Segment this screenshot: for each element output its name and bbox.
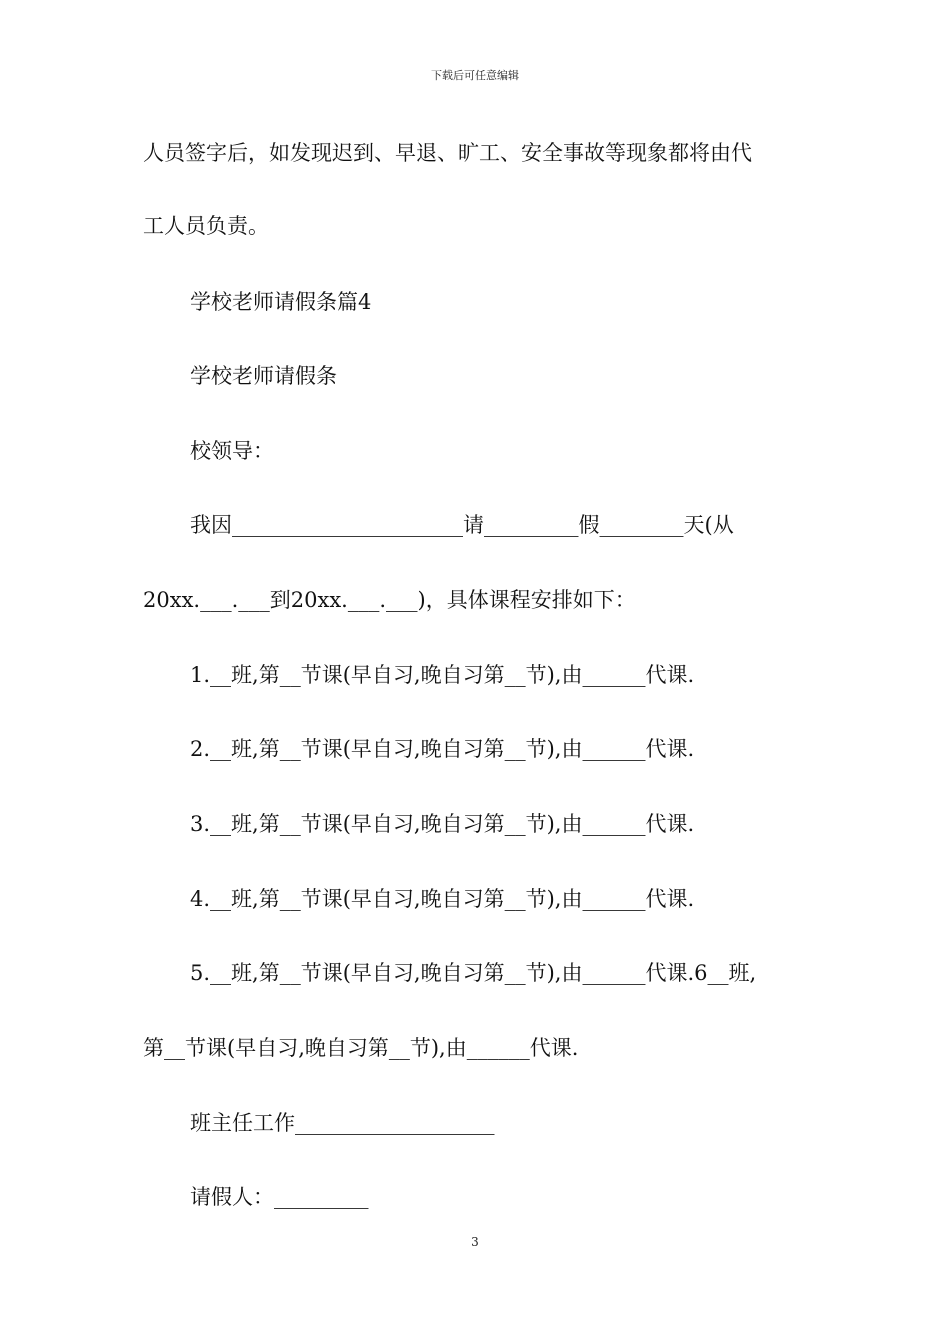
course-item-2: 2.__班,第__节课(早自习,晚自习第__节),由______代课. [190,737,695,761]
course-item-3: 3.__班,第__节课(早自习,晚自习第__节),由______代课. [190,812,695,836]
leave-reason-line: 我因______________________请_________假________天(从 [190,513,734,537]
course-item-5: 5.__班,第__节课(早自习,晚自习第__节),由______代课.6__班, [190,961,757,985]
document-title: 学校老师请假条 [190,364,337,388]
body-line-1: 人员签字后，如发现迟到、早退、旷工、安全事故等现象都将由代 [143,141,752,165]
applicant-line: 请假人：_________ [190,1185,369,1209]
head-teacher-line: 班主任工作___________________ [190,1111,495,1135]
leave-date-line: 20xx.___.___到20xx.___.___)，具体课程安排如下： [143,588,636,612]
course-item-1: 1.__班,第__节课(早自习,晚自习第__节),由______代课. [190,663,695,687]
page-number: 3 [471,1235,479,1249]
section-heading: 学校老师请假条篇4 [190,290,372,314]
salutation: 校领导： [190,439,274,463]
page-header: 下载后可任意编辑 [431,69,519,82]
course-item-4: 4.__班,第__节课(早自习,晚自习第__节),由______代课. [190,887,695,911]
body-line-2: 工人员负责。 [143,214,269,238]
course-item-6-continued: 第__节课(早自习,晚自习第__节),由______代课. [143,1036,579,1060]
